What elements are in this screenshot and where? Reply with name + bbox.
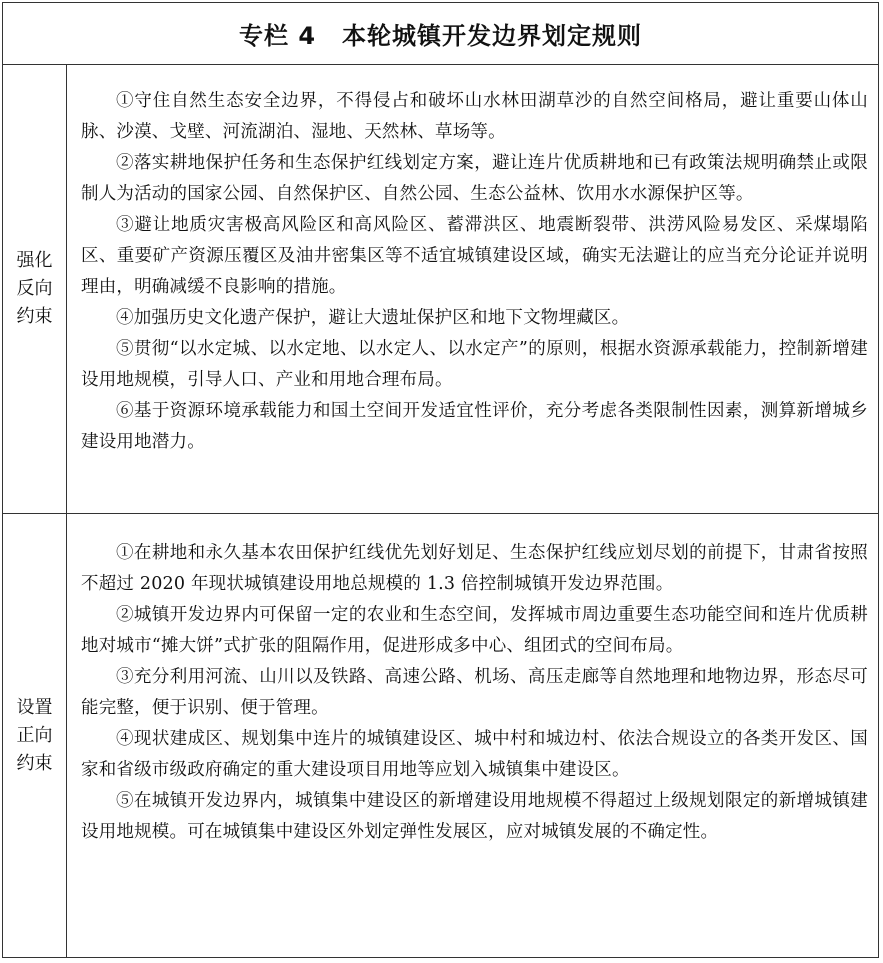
- section-label-cell: [3, 514, 67, 957]
- rule-paragraph: ⑥基于资源环境承载能力和国土空间开发适宜性评价，充分考虑各类限制性因素，测算新增城乡建设用地潜力。: [81, 401, 868, 452]
- section-label: 设置正向约束: [16, 696, 53, 774]
- rule-paragraph: ④现状建成区、规划集中连片的城镇建设区、城中村和城边村、依法合规设立的各类开发区、国家和省级市级政府确定的重大建设项目用地等应划入城镇集中建设区。: [81, 729, 868, 780]
- rule-paragraph: ③充分利用河流、山川以及铁路、高速公路、机场、高压走廊等自然地理和地物边界，形态尽可能完整，便于识别、便于管理。: [81, 667, 868, 718]
- rule-paragraph: ②城镇开发边界内可保留一定的农业和生态空间，发挥城市周边重要生态功能空间和连片优质耕地对城市“摊大饼”式扩张的阻隔作用，促进形成多中心、组团式的空间布局。: [81, 605, 868, 656]
- table-title: [3, 3, 878, 65]
- section-positive-constraints: [3, 514, 878, 957]
- rule-paragraph: ⑤贯彻“以水定城、以水定地、以水定人、以水定产”的原则，根据水资源承载能力，控制新增建设用地规模，引导人口、产业和用地合理布局。: [81, 339, 868, 390]
- section-reverse-constraints: [3, 65, 878, 514]
- rule-paragraph: ③避让地质灾害极高风险区和高风险区、蓄滞洪区、地震断裂带、洪涝风险易发区、采煤塌陷区、重要矿产资源压覆区及油井密集区等不适宜城镇建设区域，确实无法避让的应当充分论证并说明理由，明确减缓不良影响的措施。: [81, 215, 868, 297]
- column-number: 专栏 4: [238, 22, 317, 50]
- section-content: [67, 65, 878, 513]
- section-label: 强化反向约束: [16, 250, 53, 327]
- rules-table: [2, 2, 879, 958]
- section-label-cell: [3, 65, 67, 513]
- section-content: [67, 514, 878, 957]
- title-text: 本轮城镇开发边界划定规则: [342, 22, 643, 50]
- rule-paragraph: ①守住自然生态安全边界，不得侵占和破坏山水林田湖草沙的自然空间格局，避让重要山体山脉、沙漠、戈壁、河流湖泊、湿地、天然林、草场等。: [81, 91, 868, 142]
- rule-paragraph: ④加强历史文化遗产保护，避让大遗址保护区和地下文物埋藏区。: [116, 308, 630, 328]
- rule-paragraph: ⑤在城镇开发边界内，城镇集中建设区的新增建设用地规模不得超过上级规划限定的新增城镇建设用地规模。可在城镇集中建设区外划定弹性发展区，应对城镇发展的不确定性。: [81, 791, 868, 842]
- rule-paragraph: ②落实耕地保护任务和生态保护红线划定方案，避让连片优质耕地和已有政策法规明确禁止或限制人为活动的国家公园、自然保护区、自然公园、生态公益林、饮用水水源保护区等。: [81, 153, 868, 204]
- rule-paragraph: ①在耕地和永久基本农田保护红线优先划好划足、生态保护红线应划尽划的前提下，甘肃省按照不超过 2020 年现状城镇建设用地总规模的 1.3 倍控制城镇开发边界范围。: [81, 543, 868, 594]
